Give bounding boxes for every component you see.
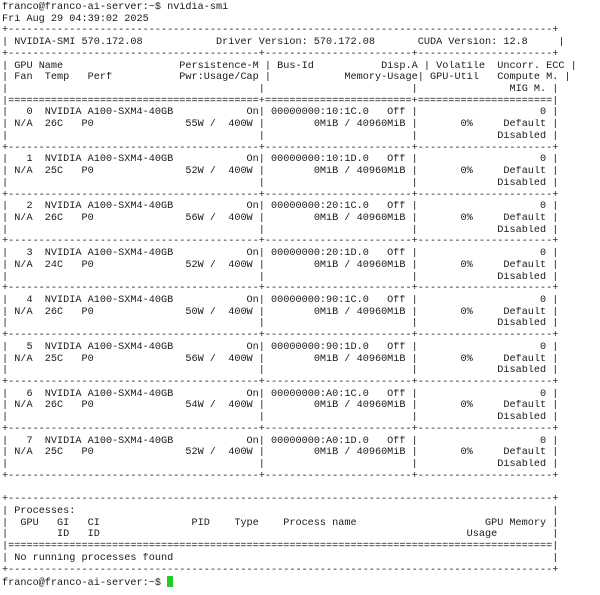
gpu-ecc: 0 [417,435,553,447]
nvidia-smi-output [2,14,600,577]
no-processes-message: No running processes found [8,552,553,564]
column-headers: Volatile Uncorr. ECC [430,60,571,72]
gpu-row-6-line-3: | | | Disabled | [2,412,559,424]
gpu-row-1-line-3: | | | Disabled | [2,177,559,189]
border-header: +-----------------------------------------+------------------------+----------------------+ [2,48,559,60]
gpu-power: N/A 26C P0 50W / 400W [8,306,259,318]
column-headers: Memory-Usage [271,72,418,84]
gpu-row-7-line-3: | | | Disabled | [2,459,559,471]
gpu-util: 0% Default [417,166,553,178]
gpu-row-5-line-2: | N/A 25C P0 56W / 400W | 0MiB / 40960MiB | 0% Default | [2,353,559,365]
column-headers: MIG M. [417,84,553,96]
gpu-info: 7 NVIDIA A100-SXM4-40GB On [8,435,259,447]
command-text: nvidia-smi [167,2,229,13]
column-headers: Fan Temp Perf Pwr:Usage/Cap [8,72,265,84]
gpu-mig: Disabled [417,365,553,377]
process-headers: ID ID Usage [8,529,553,541]
gpu-bus: 00000000:10:1C.0 Off [264,107,412,119]
gpu-bus: 00000000:90:1C.0 Off [264,294,412,306]
processes-title: Processes: [8,505,553,517]
gpu-row-6-line-1: | 6 NVIDIA A100-SXM4-40GB On| 00000000:A0:1C.0 Off | 0 | [2,388,559,400]
gpu-memory: 0MiB / 40960MiB [264,166,412,178]
processes-separator: |=========================================================================================| [2,541,559,553]
processes-title: | Processes: | [2,505,559,517]
gpu-row-1-line-1: | 1 NVIDIA A100-SXM4-40GB On| 00000000:10:1D.0 Off | 0 | [2,154,559,166]
header-separator: |=========================================+========================+======================| [2,95,559,107]
spacer [2,482,600,494]
gpu-memory: 0MiB / 40960MiB [264,447,412,459]
gpu-row-0-line-3: | | | Disabled | [2,130,559,142]
gpu-bus: 00000000:10:1D.0 Off [264,154,412,166]
gpu-util: 0% Default [417,119,553,131]
gpu-mig: Disabled [417,130,553,142]
gpu-row-4-line-3: | | | Disabled | [2,318,559,330]
header-row-1: | GPU Name Persistence-M | Bus-Id Disp.A | Volatile Uncorr. ECC | [2,60,577,72]
gpu-bus: 00000000:90:1D.0 Off [264,341,412,353]
gpu-memory: 0MiB / 40960MiB [264,259,412,271]
gpu-power: N/A 25C P0 52W / 400W [8,166,259,178]
gpu-mig: Disabled [417,271,553,283]
gpu-info: 3 NVIDIA A100-SXM4-40GB On [8,248,259,260]
terminal-cursor[interactable] [167,576,173,587]
version-line: | NVIDIA-SMI 570.172.08 Driver Version: 570.172.08 CUDA Version: 12.8 | [2,37,565,49]
column-headers: GPU-Util Compute M. [423,72,565,84]
gpu-row-0-border: +-----------------------------------------+------------------------+----------------------+ [2,142,559,154]
processes-border-top: +-----------------------------------------------------------------------------------------+ [2,494,559,506]
gpu-mig: Disabled [417,412,553,424]
timestamp-text: Fri Aug 29 04:39:02 2025 [2,13,149,25]
gpu-mig: Disabled [417,459,553,471]
processes-border-bottom: +-----------------------------------------------------------------------------------------+ [2,564,559,576]
gpu-info: 4 NVIDIA A100-SXM4-40GB On [8,294,259,306]
gpu-memory: 0MiB / 40960MiB [264,400,412,412]
gpu-row-2-line-3: | | | Disabled | [2,224,559,236]
gpu-ecc: 0 [417,388,553,400]
gpu-util: 0% Default [417,400,553,412]
gpu-memory: 0MiB / 40960MiB [264,119,412,131]
gpu-row-7-line-1: | 7 NVIDIA A100-SXM4-40GB On| 00000000:A0:1D.0 Off | 0 | [2,435,559,447]
gpu-memory: 0MiB / 40960MiB [264,353,412,365]
gpu-row-5-line-1: | 5 NVIDIA A100-SXM4-40GB On| 00000000:90:1D.0 Off | 0 | [2,341,559,353]
gpu-row-4-border: +-----------------------------------------+------------------------+----------------------+ [2,330,559,342]
gpu-ecc: 0 [417,154,553,166]
gpu-ecc: 0 [417,248,553,260]
gpu-util: 0% Default [417,353,553,365]
gpu-ecc: 0 [417,201,553,213]
gpu-row-4-line-2: | N/A 26C P0 50W / 400W | 0MiB / 40960MiB | 0% Default | [2,306,559,318]
gpu-row-2-line-1: | 2 NVIDIA A100-SXM4-40GB On| 00000000:20:1C.0 Off | 0 | [2,201,559,213]
gpu-util: 0% Default [417,306,553,318]
gpu-row-7-line-2: | N/A 25C P0 52W / 400W | 0MiB / 40960MiB | 0% Default | [2,447,559,459]
gpu-row-3-line-2: | N/A 24C P0 52W / 400W | 0MiB / 40960MiB | 0% Default | [2,259,559,271]
gpu-mig: Disabled [417,318,553,330]
gpu-power: N/A 26C P0 56W / 400W [8,212,259,224]
gpu-util: 0% Default [417,259,553,271]
process-headers: GPU GI CI PID Type Process name GPU Memory [8,517,553,529]
gpu-memory: 0MiB / 40960MiB [264,212,412,224]
gpu-ecc: 0 [417,294,553,306]
border-top: +-----------------------------------------------------------------------------------------+ [2,25,559,37]
cuda-version: CUDA Version: 12.8 [411,37,559,49]
header-row-3: | | | MIG M. | [2,84,559,96]
gpu-mig: Disabled [417,224,553,236]
smi-version: NVIDIA-SMI 570.172.08 [8,37,216,49]
gpu-row-7-border: +-----------------------------------------+------------------------+----------------------+ [2,470,559,482]
gpu-row-5-line-3: | | | Disabled | [2,365,559,377]
gpu-row-0-line-1: | 0 NVIDIA A100-SXM4-40GB On| 00000000:10:1C.0 Off | 0 | [2,107,559,119]
command-line [2,2,600,14]
gpu-power: N/A 24C P0 52W / 400W [8,259,259,271]
gpu-bus: 00000000:20:1C.0 Off [264,201,412,213]
gpu-info: 0 NVIDIA A100-SXM4-40GB On [8,107,259,119]
column-headers: Bus-Id Disp.A [271,60,424,72]
gpu-row-1-border: +-----------------------------------------+------------------------+----------------------+ [2,189,559,201]
gpu-row-2-border: +-----------------------------------------+------------------------+----------------------+ [2,236,559,248]
shell-prompt: franco@franco-ai-server:~$ [2,578,168,588]
gpu-row-3-border: +-----------------------------------------+------------------------+----------------------+ [2,283,559,295]
gpu-util: 0% Default [417,447,553,459]
gpu-ecc: 0 [417,341,553,353]
driver-version: Driver Version: 570.172.08 [215,37,412,49]
gpu-power: N/A 26C P0 54W / 400W [8,400,259,412]
processes-header-1: | GPU GI CI PID Type Process name GPU Memory | [2,517,559,529]
active-prompt-line[interactable] [2,576,600,588]
gpu-memory: 0MiB / 40960MiB [264,306,412,318]
processes-header-2: | ID ID Usage | [2,529,559,541]
gpu-power: N/A 25C P0 52W / 400W [8,447,259,459]
gpu-power: N/A 26C P0 55W / 400W [8,119,259,131]
column-headers: GPU Name Persistence-M [8,60,265,72]
gpu-mig: Disabled [417,177,553,189]
gpu-row-1-line-2: | N/A 25C P0 52W / 400W | 0MiB / 40960MiB | 0% Default | [2,166,559,178]
gpu-row-3-line-1: | 3 NVIDIA A100-SXM4-40GB On| 00000000:20:1D.0 Off | 0 | [2,248,559,260]
processes-empty: | No running processes found | [2,552,559,564]
gpu-row-2-line-2: | N/A 26C P0 56W / 400W | 0MiB / 40960MiB | 0% Default | [2,212,559,224]
gpu-info: 2 NVIDIA A100-SXM4-40GB On [8,201,259,213]
header-row-2: | Fan Temp Perf Pwr:Usage/Cap | Memory-Usage| GPU-Util Compute M. | [2,72,571,84]
gpu-row-0-line-2: | N/A 26C P0 55W / 400W | 0MiB / 40960MiB | 0% Default | [2,119,559,131]
gpu-ecc: 0 [417,107,553,119]
gpu-info: 5 NVIDIA A100-SXM4-40GB On [8,341,259,353]
gpu-row-6-border: +-----------------------------------------+------------------------+----------------------+ [2,423,559,435]
gpu-bus: 00000000:20:1D.0 Off [264,248,412,260]
gpu-bus: 00000000:A0:1D.0 Off [264,435,412,447]
gpu-util: 0% Default [417,212,553,224]
gpu-row-5-border: +-----------------------------------------+------------------------+----------------------+ [2,377,559,388]
gpu-power: N/A 25C P0 56W / 400W [8,353,259,365]
gpu-bus: 00000000:A0:1C.0 Off [264,388,412,400]
gpu-row-4-line-1: | 4 NVIDIA A100-SXM4-40GB On| 00000000:90:1C.0 Off | 0 | [2,294,559,306]
gpu-row-3-line-3: | | | Disabled | [2,271,559,283]
timestamp [2,14,600,26]
shell-prompt: franco@franco-ai-server:~$ [2,2,168,13]
gpu-info: 6 NVIDIA A100-SXM4-40GB On [8,388,259,400]
gpu-row-6-line-2: | N/A 26C P0 54W / 400W | 0MiB / 40960MiB | 0% Default | [2,400,559,412]
gpu-info: 1 NVIDIA A100-SXM4-40GB On [8,154,259,166]
